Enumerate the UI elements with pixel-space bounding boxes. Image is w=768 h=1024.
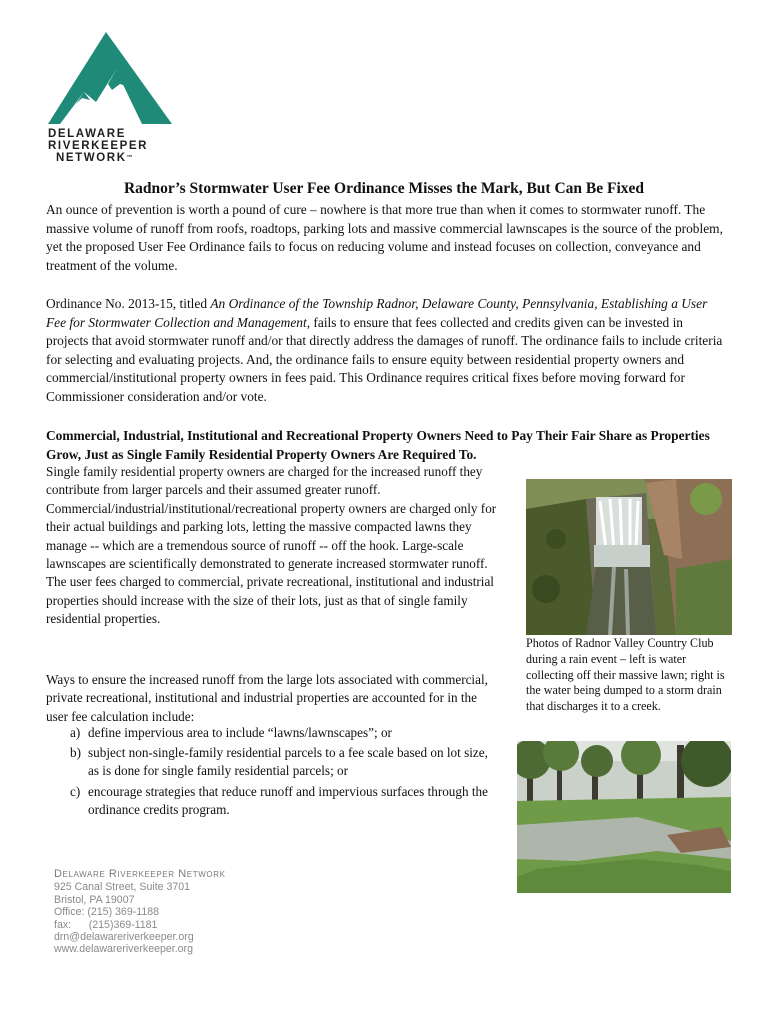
list-marker: a) bbox=[70, 725, 81, 740]
page-title: Radnor’s Stormwater User Fee Ordinance Misses the Mark, But Can Be Fixed bbox=[123, 180, 645, 197]
intro-paragraph: An ounce of prevention is worth a pound of cure – nowhere is that more true than when it comes to stormwater runoff. The massive volume of runoff from roofs, roadtops, parking lots and massive commercial lawnscapes is the source of the problem, yet the proposed User Fee Ordinance fails to focus on reducing volume and instead focuses on collection, conveyance and treatment of the volume. bbox=[46, 202, 723, 273]
ordinance-lead: Ordinance No. 2013-15, titled bbox=[46, 296, 211, 311]
ordinance-paragraph bbox=[46, 295, 726, 407]
ordinance-title-italic: An Ordinance of the Township Radnor, Delaware County, Pennsylvania, Establishing a User Fee for Stormwater Collection and Management, bbox=[46, 296, 708, 330]
footer-address-line1: 925 Canal Street, Suite 3701 bbox=[54, 881, 191, 894]
photo-flooded-lawn bbox=[517, 741, 731, 893]
fair-share-paragraph: Single family residential property owners are charged for the increased runoff they contribute from larger parcels and their assumed greater runoff. Commercial/industrial/institutional/recreational property owners are charged only for their actual buildings and parking lots, letting the massive compacted lawns they manage -- which are a tremendous source of runoff -- off the hook. Large-scale lawnscapes are scientifically demonstrated to generate increased stormwater runoff. The user fees charged to commercial, private recreational, institutional and industrial properties should increase with the size of their lots, just as that of single family residential properties. bbox=[46, 464, 497, 627]
contact-footer bbox=[54, 868, 314, 956]
photo-caption: Photos of Radnor Valley Country Club during a rain event – left is water collecting off their massive lawn; right is the water being dumped to a storm drain that discharges it to a creek. bbox=[526, 636, 725, 714]
footer-organization-name: Delaware Riverkeeper Network bbox=[54, 868, 226, 880]
footer-email: drn@delawareriverkeeper.org bbox=[54, 931, 194, 944]
list-marker: b) bbox=[70, 745, 81, 761]
logo-network-word: NETWORK bbox=[56, 152, 127, 164]
list-item bbox=[70, 783, 500, 819]
list-item bbox=[70, 724, 500, 742]
footer-website: www.delawareriverkeeper.org bbox=[54, 943, 193, 956]
options-list bbox=[70, 724, 500, 821]
logo-text-riverkeeper: RIVERKEEPER bbox=[48, 140, 149, 152]
logo-text-network bbox=[56, 152, 133, 164]
list-item bbox=[70, 744, 500, 780]
ways-paragraph: Ways to ensure the increased runoff from the large lots associated with commercial, private recreational, institutional and industrial properties are accounted for in the user fee calculation include: bbox=[46, 672, 488, 724]
footer-office-phone: Office: (215) 369-1188 bbox=[54, 906, 160, 919]
trademark-mark: ™ bbox=[126, 155, 133, 161]
photo-storm-drain-runoff bbox=[526, 479, 732, 635]
list-marker: c) bbox=[70, 783, 81, 799]
logo-text-delaware: DELAWARE bbox=[48, 128, 126, 140]
footer-fax: fax: (215)369-1181 bbox=[54, 918, 158, 931]
organization-logo bbox=[46, 30, 178, 165]
list-item-text: encourage strategies that reduce runoff and impervious surfaces through the ordinance credits program. bbox=[88, 783, 488, 817]
ordinance-rest: fails to ensure that fees collected and credits given can be invested in projects that avoid stormwater runoff and/or that directly address the damages of runoff. The ordinance fails to include criteria for selecting and evaluating projects. And, the ordinance fails to ensure equity between residential property owners and commercial/institutional property owners in fees paid. This Ordinance requires critical fixes before moving forward for Commissioner consideration and/or vote. bbox=[46, 314, 723, 404]
section-heading: Commercial, Industrial, Institutional and Recreational Property Owners Need to Pay Their Fair Share as Properties Grow, Just as Single Family Residential Property Owners Are Required To. bbox=[46, 428, 710, 462]
triangle-mountain-logo-icon bbox=[46, 30, 176, 126]
list-item-text: define impervious area to include “lawns/lawnscapes”; or bbox=[88, 725, 392, 740]
footer-address-line2: Bristol, PA 19007 bbox=[54, 893, 135, 906]
list-item-text: subject non-single-family residential parcels to a fee scale based on lot size, as is done for single family residential parcels; or bbox=[88, 745, 488, 779]
